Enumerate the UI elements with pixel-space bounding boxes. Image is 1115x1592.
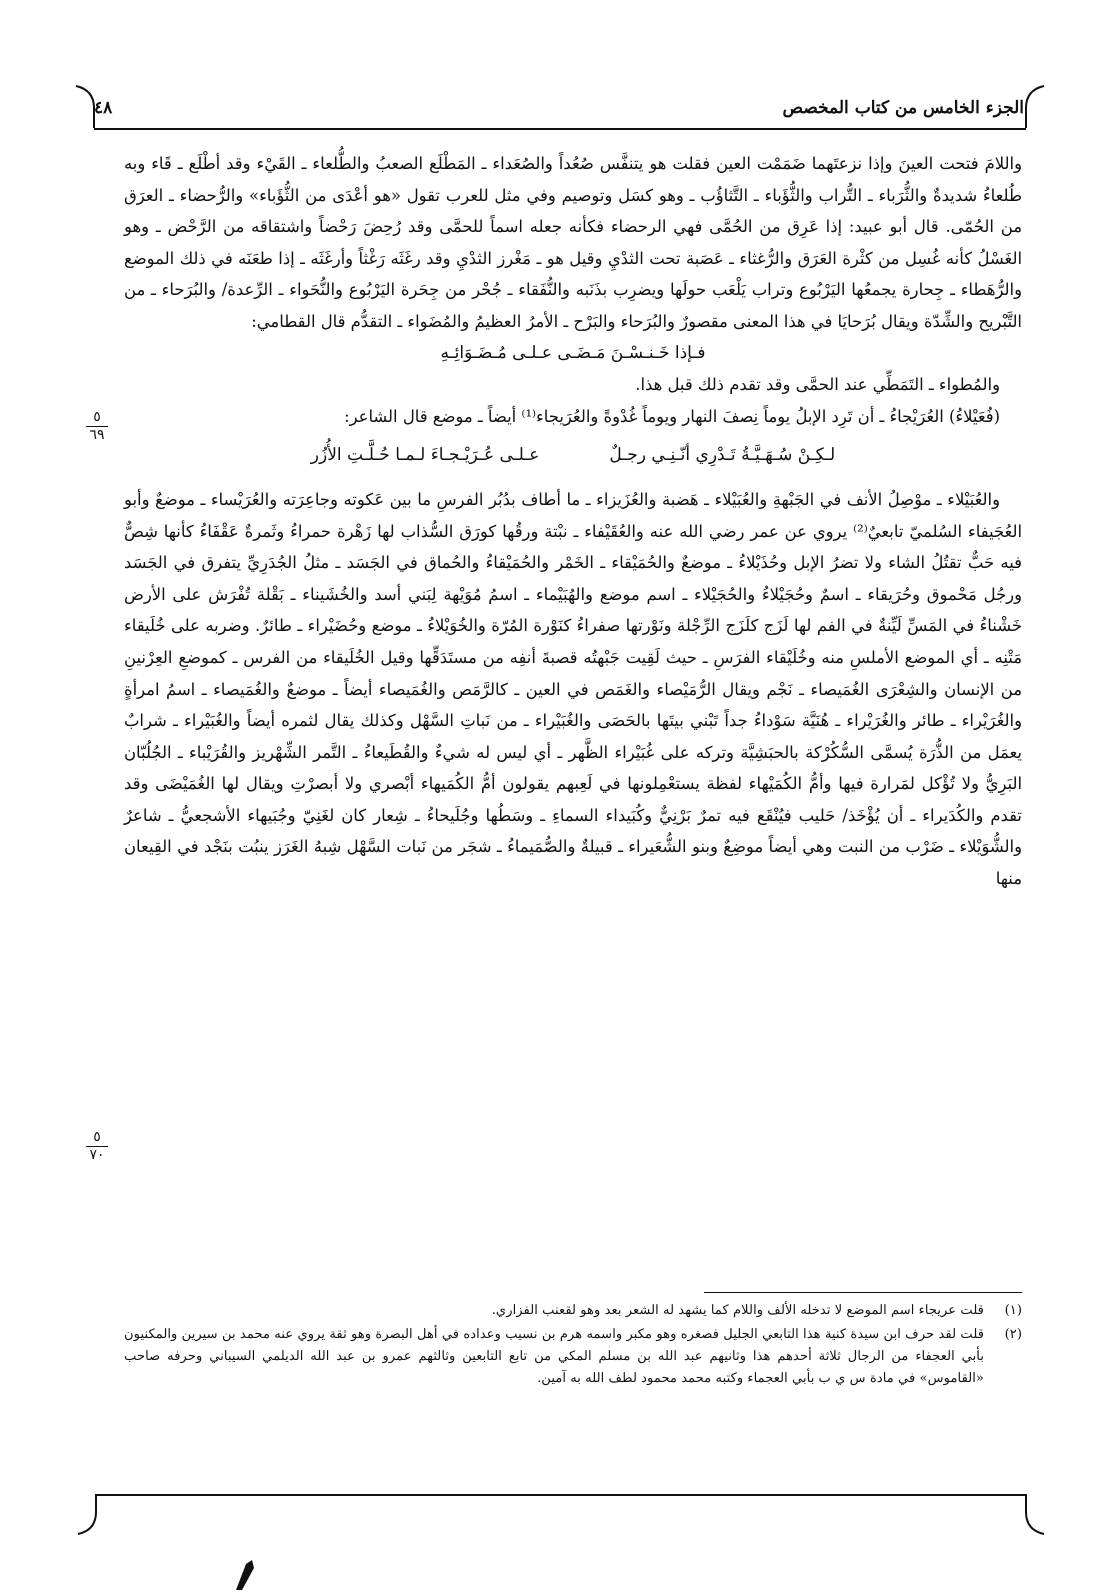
header-rule: [94, 128, 1026, 130]
footnote-rule: [704, 1292, 1022, 1293]
page-number: ٤٨: [94, 98, 113, 118]
footnotes: [124, 1300, 1022, 1392]
bottom-rule: [96, 1494, 1026, 1496]
paragraph: والمُطواء ـ التَمَطِّي عند الحمَّى وقد تقدم ذلك قبل هذا.: [635, 375, 1000, 395]
paragraph: والعُبَيْلاء ـ موْصِلُ الأنف في الجَبْهةِ والعُبَيْلاء ـ هَضبة والعُزَيزاء ـ ما أطاف بدُبُر الفرسِ ما بين عَكوته وجاعِرَته والعُرَيْساء ـ موضعٌ وأبو العُجَيفاء السُلميّ تابعيٌ⁽²⁾ يروي عن عمر رضي الله عنه والعُقَيْفاء ـ نبْتة ورقُها كورَق السُّذاب لها زَهْرة حمراءُ وثَمرةٌ عَقْفَاءُ كأنها شِصٌّ فيه حَبٌّ تقتُلُ الشاء ولا تضرُ الإبل وحُذَيْلاءُ ـ موضعٌ والحُمَيْقاء ـ الخَمْر والحُمَيْقاءُ والحُماق في الجَسَد ـ مثلُ الجُدَرِيِّ يتفرق في الجَسَد ورجُل مَحْموق وحُرَيقاء ـ اسمٌ وحُجَيْلاءُ والحُجَيْلاء ـ اسم موضع والهُبَيْماء ـ اسمُ مُوَيْهة لِبَني أسد والخُشَيناء ـ بَقْلة تُفْرَش على الأرض خَشْناءُ في المَسِّ لَيِّنةٌ في الفم لها لَزَج كلَزَج الرِّجْلة ونَوْرتها صفراءُ كنَوْرة المُرّة والخُوَيْلاءُ ـ موضع وحُضَيْراء ـ طائرٌ. وضربه على خُلَيقاء مَتْنِه ـ أي الموضع الأملسِ منه وخُلَيْقاء الفرَسِ ـ حيث لَقِيت جَبْهتُه قصبةَ أنفِه من مستَدَقِّها وقيل الخُلَيقاء من الفرس ـ كموضعِ العِرْنينِ من الإنسان والشِعْرَى الغُمَيصاء ـ نَجْم ويقال الرُّمَيْصاء والغَمَص في العين ـ كالرَّمَص والغُمَيصاء أيضاً ـ موضعٌ والغُمَيصاء ـ اسمُ امرأةٍ والغُرَيْراء ـ طائر والغُرَيْراء ـ هُنَيَّة سَوْداءُ جداً تَبْني بيتَها بالحَصَى والغُبَيْراء ـ من نَباتِ السَّهْل وكذلك يقال لثمره أيضاً والغُبَيْراء ـ شرابٌ يعمَل من الذُّرَة يُسمَّى السُّكُرْكة بالحبَشِيَّة وتركه على غُبَيْراء الظَّهر ـ أي ليس له شيءٌ والقُطَيعاءُ ـ التَّمر الشِّهْريز والقُرَيْباء ـ الجُلُبّان البَرِيُّ ولا تُؤْكل لمَرارة فيها وأمُّ الكُمَيْهاء لفظة يستعْمِلونها في لَعِبهم يقولون أمُّ الكُمَيهاء أبْصري ولا أبصرْتِ ويقال لها الغُمَيْضَى وقد تقدم والكُدَيراء ـ أن يُؤْخَذ/ حَليب فيُنْقَع فيه تمرٌ بَرْنِيٌّ وكُبَيداء السماءِ ـ وسَطُها وجُلَيحاءُ ـ شِعار كان لغَنِيّ وجُبَيهاء الأشجعيُّ ـ شاعرٌ والشُّوَيْلاء ـ ضَرْب من النبت وهي أيضاً موضِعٌ وبنو الشُّعَيراء ـ قبيلةٌ والصُّمَيماءُ ـ شجَر من نَبات السَّهْل شِبهُ الغَرَز ينبُت بنَجْد في القِيعان منها: [124, 489, 1023, 889]
verse-hemistich-first: لـكِـنْ سُـهَـيَّـةُ تَـدْرِي أنّـنِـي رجـلٌ: [609, 445, 836, 466]
footnote-number: (١): [1004, 1303, 1022, 1318]
footnote-text: قلت عريجاء اسم الموضع لا تدخله الألف واللام كما يشهد له الشعر بعد وهو لقعنب الفزاري.: [491, 1303, 984, 1318]
verse-line: فـإذا خَـنـسْـنَ مَـضَـى عـلـى مُـضَـوَائِـهِ: [440, 342, 706, 363]
main-text: [124, 148, 1022, 895]
margin-page-reference: [82, 1130, 112, 1163]
margin-ref-top: ٥: [93, 1129, 101, 1145]
verse-couplet: [124, 440, 1022, 472]
book-title: الجزء الخامس من كتاب المخصص: [782, 98, 1024, 118]
margin-ref-top: ٥: [93, 409, 101, 425]
footnote-number: (٢): [1004, 1327, 1022, 1342]
margin-ref-bottom: ٦٩: [89, 427, 105, 443]
verse-hemistich-second: عـلـى عُـرَيْـجـاءَ لـمـا حُـلَّـتِ الأُزُر: [310, 445, 540, 466]
page-header: [94, 88, 1024, 128]
footnote-text: قلت لقد حرف ابن سيدة كنية هذا التابعي الجليل فصغره وهو مكبر واسمه هرم بن نسيب وعداده في أهل البصرة وهو ثقة يروي عنه محمد بن سيرين والمكنيون بأبي العجفاء من الرجال ثلاثة أحدهم هذا وثانيهم عبد الله بن مسلم المكي من تابع التابعين وثالثهم عمرو بن عبد الله الديلمي السيباني وحرفه صاحب «القاموس» في مادة س ي ب بأبي العجماء وكتبه محمد محمود لطف الله به آمين.: [124, 1327, 984, 1386]
footnote: [124, 1324, 1022, 1390]
pen-mark: [232, 1556, 262, 1592]
margin-ref-bottom: ٧٠: [89, 1147, 105, 1163]
footnote: [124, 1300, 1022, 1322]
margin-page-reference: [82, 410, 112, 443]
paragraph: واللامَ فتحت العينَ وإذا نزعتَهما ضَمَمْت العين فقلت هو يتنفَّس صُعُداً والصُعَداء ـ المَطْلَع الصعبُ والطُّلعاء ـ القَيْء وقد أطْلَع ـ قَاء وبه طُلعاءُ شديدةٌ والثُّرَباء ـ التُّراب والثُّؤَباء ـ التَّثاؤُب ـ وهو كسَل وتوصيم وفي مثل للعرب تقول «هو أعْدَى من الثُّؤَباء» والرُّحضاء ـ العرَق من الحُمّى. قال أبو عبيد: إذا عَرِق من الحُمَّى فهي الرحضاء فكأنه جعله اسماً للحمَّى وقد رُحِضَ رَحْضاً واشتقاقه من الرَّحْض ـ وهو الغَسْلُ كأنه غُسِل من كثْرة العَرَق والرُّغثاء ـ عَصَبة تحت الثدْيِ وقيل هو ـ مَغْرز الثدْيِ وقد رغَثَه رَغْثاً وأرغَثَه ـ إذا طعَنَه في ذلك الموضع والرُّهَطاء ـ جِحارة يجمعُها اليَرْبُوع وتراب يَلْعَب حولَها ويضرِب بذَنَبه والنُّفَقاء ـ جُحْر من جِحَرة اليَرْبُوع والنُّحَواء ـ الرِّعدة/ والبُرَحاء ـ من التَّبْريح والشِّدّة ويقال بُرَحايَا في هذا المعنى مقصورٌ والبُرَحاء والبَرْح ـ الأمرُ العظيمُ والمُضَواء ـ التقدُّم قال القطامي:: [124, 154, 1022, 331]
paragraph: (فُعَيْلاءُ) العُرَيْجاءُ ـ أن تَرِد الإبلُ يوماً نِصفَ النهار ويوماً غُدْوةً والعُرَيجاء⁽¹⁾ أيضاً ـ موضع قال الشاعر:: [344, 406, 1000, 426]
